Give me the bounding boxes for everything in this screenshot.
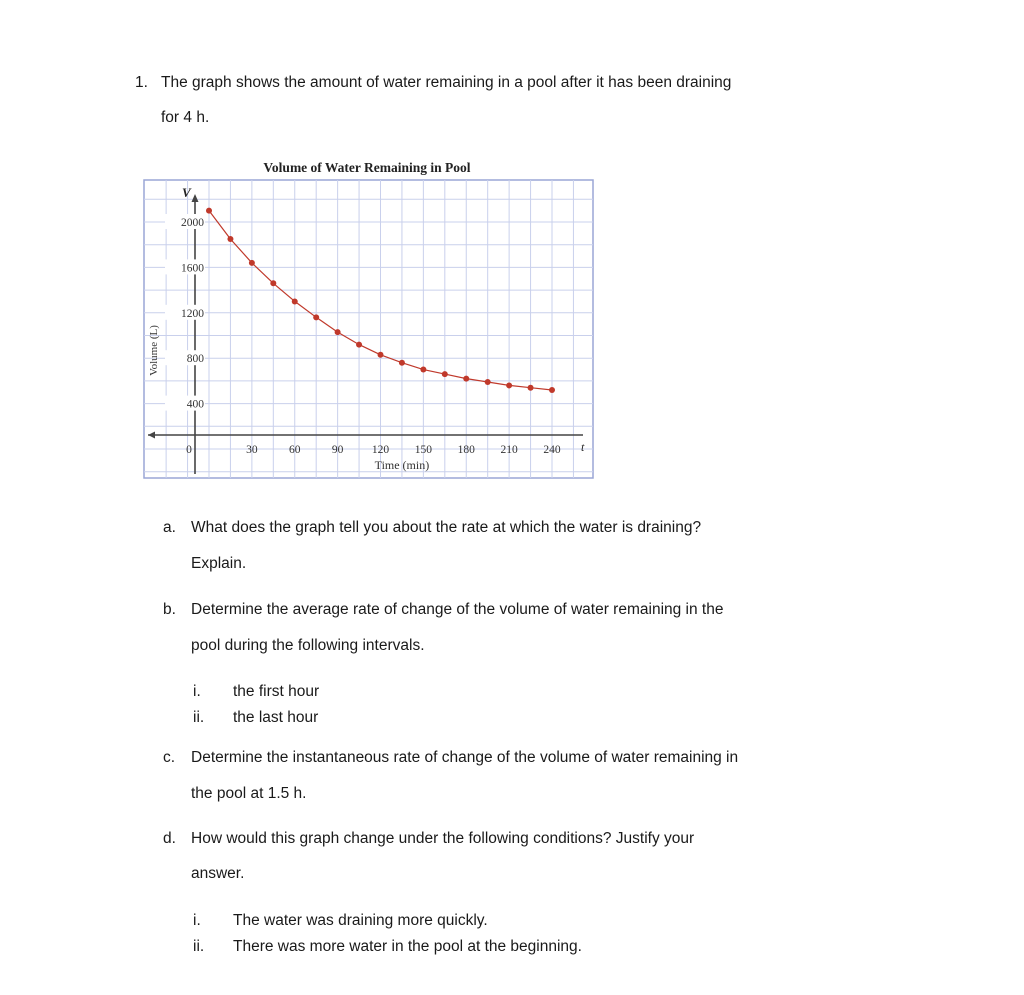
y-tick-label: 400	[186, 398, 204, 411]
part-b-item-2	[193, 708, 318, 728]
part-d-item-2-label: ii.	[193, 938, 205, 955]
part-c-line-1	[163, 748, 738, 768]
x-tick-label: 90	[331, 444, 344, 456]
part-d-line-1	[163, 829, 694, 849]
part-b-line-2: pool during the following intervals.	[191, 637, 425, 654]
part-b-line-1	[163, 600, 723, 620]
part-d-item-1-label: i.	[193, 912, 201, 929]
part-c-line-2: the pool at 1.5 h.	[191, 785, 307, 802]
part-b-item-2-label: ii.	[193, 709, 205, 726]
chart-frame	[144, 180, 593, 478]
data-point	[528, 385, 534, 391]
part-b-label: b.	[163, 601, 176, 618]
part-d-label: d.	[163, 830, 176, 847]
part-d-item-1-text: The water was draining more quickly.	[233, 912, 488, 929]
part-d-item-1	[193, 911, 488, 931]
part-d-text: How would this graph change under the following conditions? Justify your	[191, 830, 695, 847]
x-axis-symbol: t	[581, 440, 585, 454]
part-b-item-2-text: the last hour	[233, 709, 319, 726]
data-point	[335, 329, 341, 335]
part-b-item-1-label: i.	[193, 683, 201, 700]
part-d-item-2-text: There was more water in the pool at the beginning.	[233, 938, 582, 955]
question-line-1	[135, 73, 731, 93]
y-tick-label: 800	[186, 353, 204, 366]
part-c-label: c.	[163, 749, 176, 766]
data-point	[420, 367, 426, 373]
x-tick-label: 0	[186, 444, 192, 456]
part-c-text: Determine the instantaneous rate of change of the volume of water remaining in	[191, 749, 739, 766]
question-line-2: for 4 h.	[161, 109, 210, 126]
chart-title: Volume of Water Remaining in Pool	[263, 160, 471, 175]
y-axis-label: Volume (L)	[148, 325, 160, 376]
x-tick-label: 210	[500, 444, 518, 456]
data-point	[485, 379, 491, 385]
part-a-line-1	[163, 518, 701, 538]
part-b-text: Determine the average rate of change of the volume of water remaining in the	[191, 601, 724, 618]
x-tick-label: 240	[543, 444, 561, 456]
part-b-item-1	[193, 682, 319, 702]
part-a-line-2: Explain.	[191, 555, 247, 572]
x-tick-label: 150	[414, 444, 432, 456]
question-number: 1.	[135, 74, 148, 91]
data-point	[292, 298, 298, 304]
data-point	[227, 236, 233, 242]
y-tick-label: 2000	[181, 217, 204, 229]
data-point	[399, 360, 405, 366]
data-point	[549, 387, 555, 393]
data-point	[442, 371, 448, 377]
x-tick-label: 60	[289, 444, 301, 456]
part-b-item-1-text: the first hour	[233, 683, 320, 700]
data-point	[378, 352, 384, 358]
part-a-label: a.	[163, 519, 176, 536]
part-a-text: What does the graph tell you about the rate at which the water is draining?	[191, 519, 702, 536]
data-point	[463, 376, 469, 382]
data-point	[356, 342, 362, 348]
data-point	[506, 382, 512, 388]
x-tick-label: 30	[246, 444, 258, 456]
y-axis-symbol: V	[182, 185, 191, 200]
data-point	[206, 208, 212, 214]
part-d-item-2	[193, 937, 582, 957]
y-tick-label: 1200	[181, 307, 204, 320]
data-point	[249, 260, 255, 266]
x-axis-label: Time (min)	[374, 458, 430, 472]
y-tick-label: 1600	[181, 262, 204, 275]
volume-chart	[135, 150, 605, 490]
part-d-line-2: answer.	[191, 865, 245, 882]
data-point	[270, 280, 276, 286]
x-tick-label: 120	[371, 444, 390, 456]
x-tick-label: 180	[457, 444, 475, 456]
data-point	[313, 314, 319, 320]
question-text: The graph shows the amount of water remaining in a pool after it has been draining	[161, 74, 732, 91]
